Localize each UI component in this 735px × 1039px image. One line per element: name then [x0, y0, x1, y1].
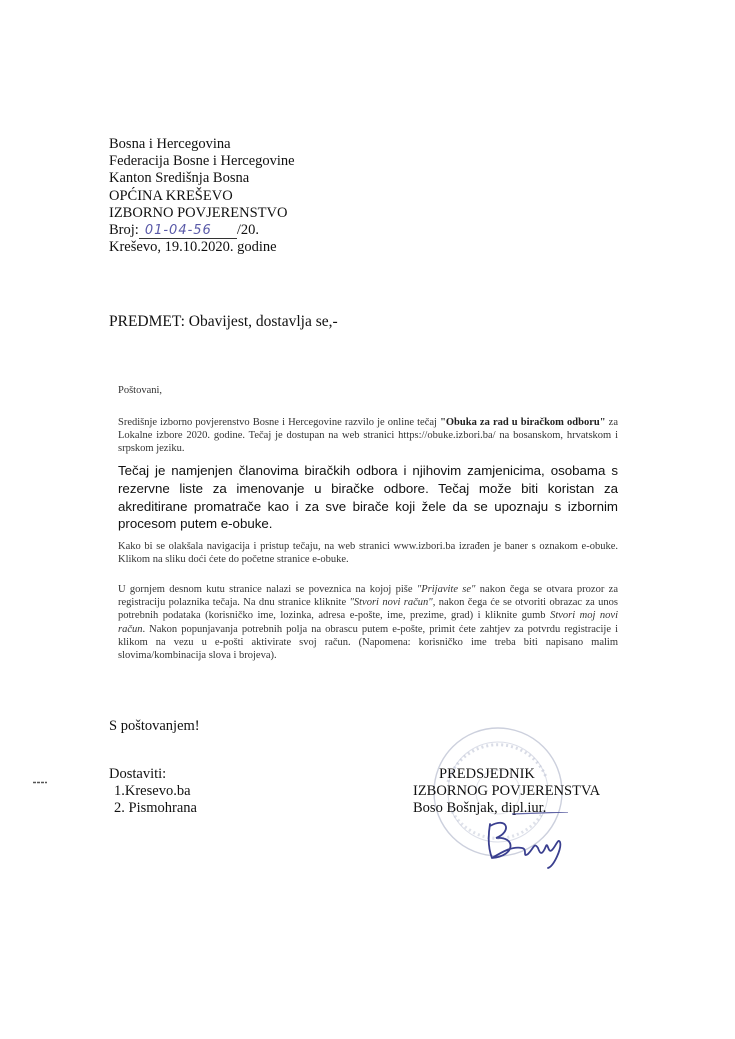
closing-greeting: S poštovanjem!: [109, 718, 200, 734]
letterhead-commission: IZBORNO POVJERENSTVO: [109, 204, 288, 221]
handwritten-signature-icon: [482, 812, 570, 870]
signatory-name: Boso Bošnjak, dipl.iur.: [413, 800, 547, 816]
letter-date: Kreševo, 19.10.2020. godine: [109, 239, 277, 256]
p4-button-text: Stvori moj novi račun: [118, 610, 618, 635]
signatory-office: IZBORNOG POVJERENSTVA: [413, 783, 601, 799]
distribution-item: 1.Kresevo.ba: [114, 783, 191, 799]
distribution-list: [109, 766, 197, 817]
distribution-item: 2. Pismohrana: [114, 800, 197, 816]
p1-course-title: "Obuka za rad u biračkom odboru": [440, 417, 606, 428]
p4-text-b: nakon čega se otvara prozor za registraciju polaznika tečaja. Na dnu stranice kliknite: [118, 584, 618, 609]
reference-suffix: /20.: [236, 222, 259, 239]
letterhead: [109, 136, 295, 256]
p4-login-link-text: "Prijavite se": [416, 584, 476, 595]
p1-text-b: za Lokalne izbore 2020. godine. Tečaj je dostupan na web stranici https://obuke.izbori.ba/ na bosanskom, hrvatskom i srpskom jeziku.: [118, 417, 618, 455]
letterhead-canton: Kanton Središnja Bosna: [109, 170, 250, 187]
letterhead-municipality: OPĆINA KREŠEVO: [109, 187, 233, 204]
p1-text-a: Središnje izborno povjerenstvo Bosne i Hercegovine razvilo je online tečaj: [118, 417, 441, 428]
scan-mark: [33, 771, 47, 774]
signature-block: [413, 766, 600, 817]
signatory-title: PREDSJEDNIK: [439, 766, 535, 782]
reference-number: [109, 222, 295, 239]
p4-text-c: , nakon čega će se otvoriti obrazac za unos potrebnih podataka (korisničko ime, lozinka, adresa e-pošte, ime, prezime, grad) i kliknite gumb: [118, 597, 618, 622]
p4-text-d: . Nakon popunjavanja potrebnih polja na obrascu putem e-pošte, primit ćete zahtjev za potvrdu registracije i klikom na vezu u e-pošti aktivirate svoj račun. (Napomena: korisničko ime treba biti napisano malim slovima/kombinacija slova i brojeva).: [118, 623, 618, 662]
reference-label: Broj:: [109, 222, 139, 239]
p4-text-a: U gornjem desnom kutu stranice nalazi se poveznica na kojoj piše: [118, 584, 417, 595]
p4-create-account-text: "Stvori novi račun": [349, 597, 433, 609]
distribution-title: Dostaviti:: [109, 766, 167, 782]
letterhead-federation: Federacija Bosne i Hercegovine: [109, 153, 295, 170]
paragraph-registration: [118, 583, 618, 662]
salutation: Poštovani,: [118, 385, 163, 396]
subject-line: PREDMET: Obavijest, dostavlja se,-: [109, 313, 338, 330]
letterhead-country: Bosna i Hercegovina: [109, 136, 231, 152]
paragraph-course-intro: [118, 416, 618, 456]
paragraph-target-audience: Tečaj je namjenjen članovima biračkih odbora i njihovim zamjenicima, osobama s rezervne liste za imenovanje u biračke odbore. Tečaj može biti koristan za akreditirane promatrače kao i za sve birače koji žele da se upoznaju s izbornim procesom putem e-obuke.: [118, 463, 618, 532]
reference-handwritten: 01-04-56: [139, 224, 237, 239]
paragraph-navigation: Kako bi se olakšala navigacija i pristup tečaju, na web stranici www.izbori.ba izrađen je baner s oznakom e-obuke. Klikom na sliku doći ćete do početne stranice e-obuke.: [118, 541, 618, 566]
